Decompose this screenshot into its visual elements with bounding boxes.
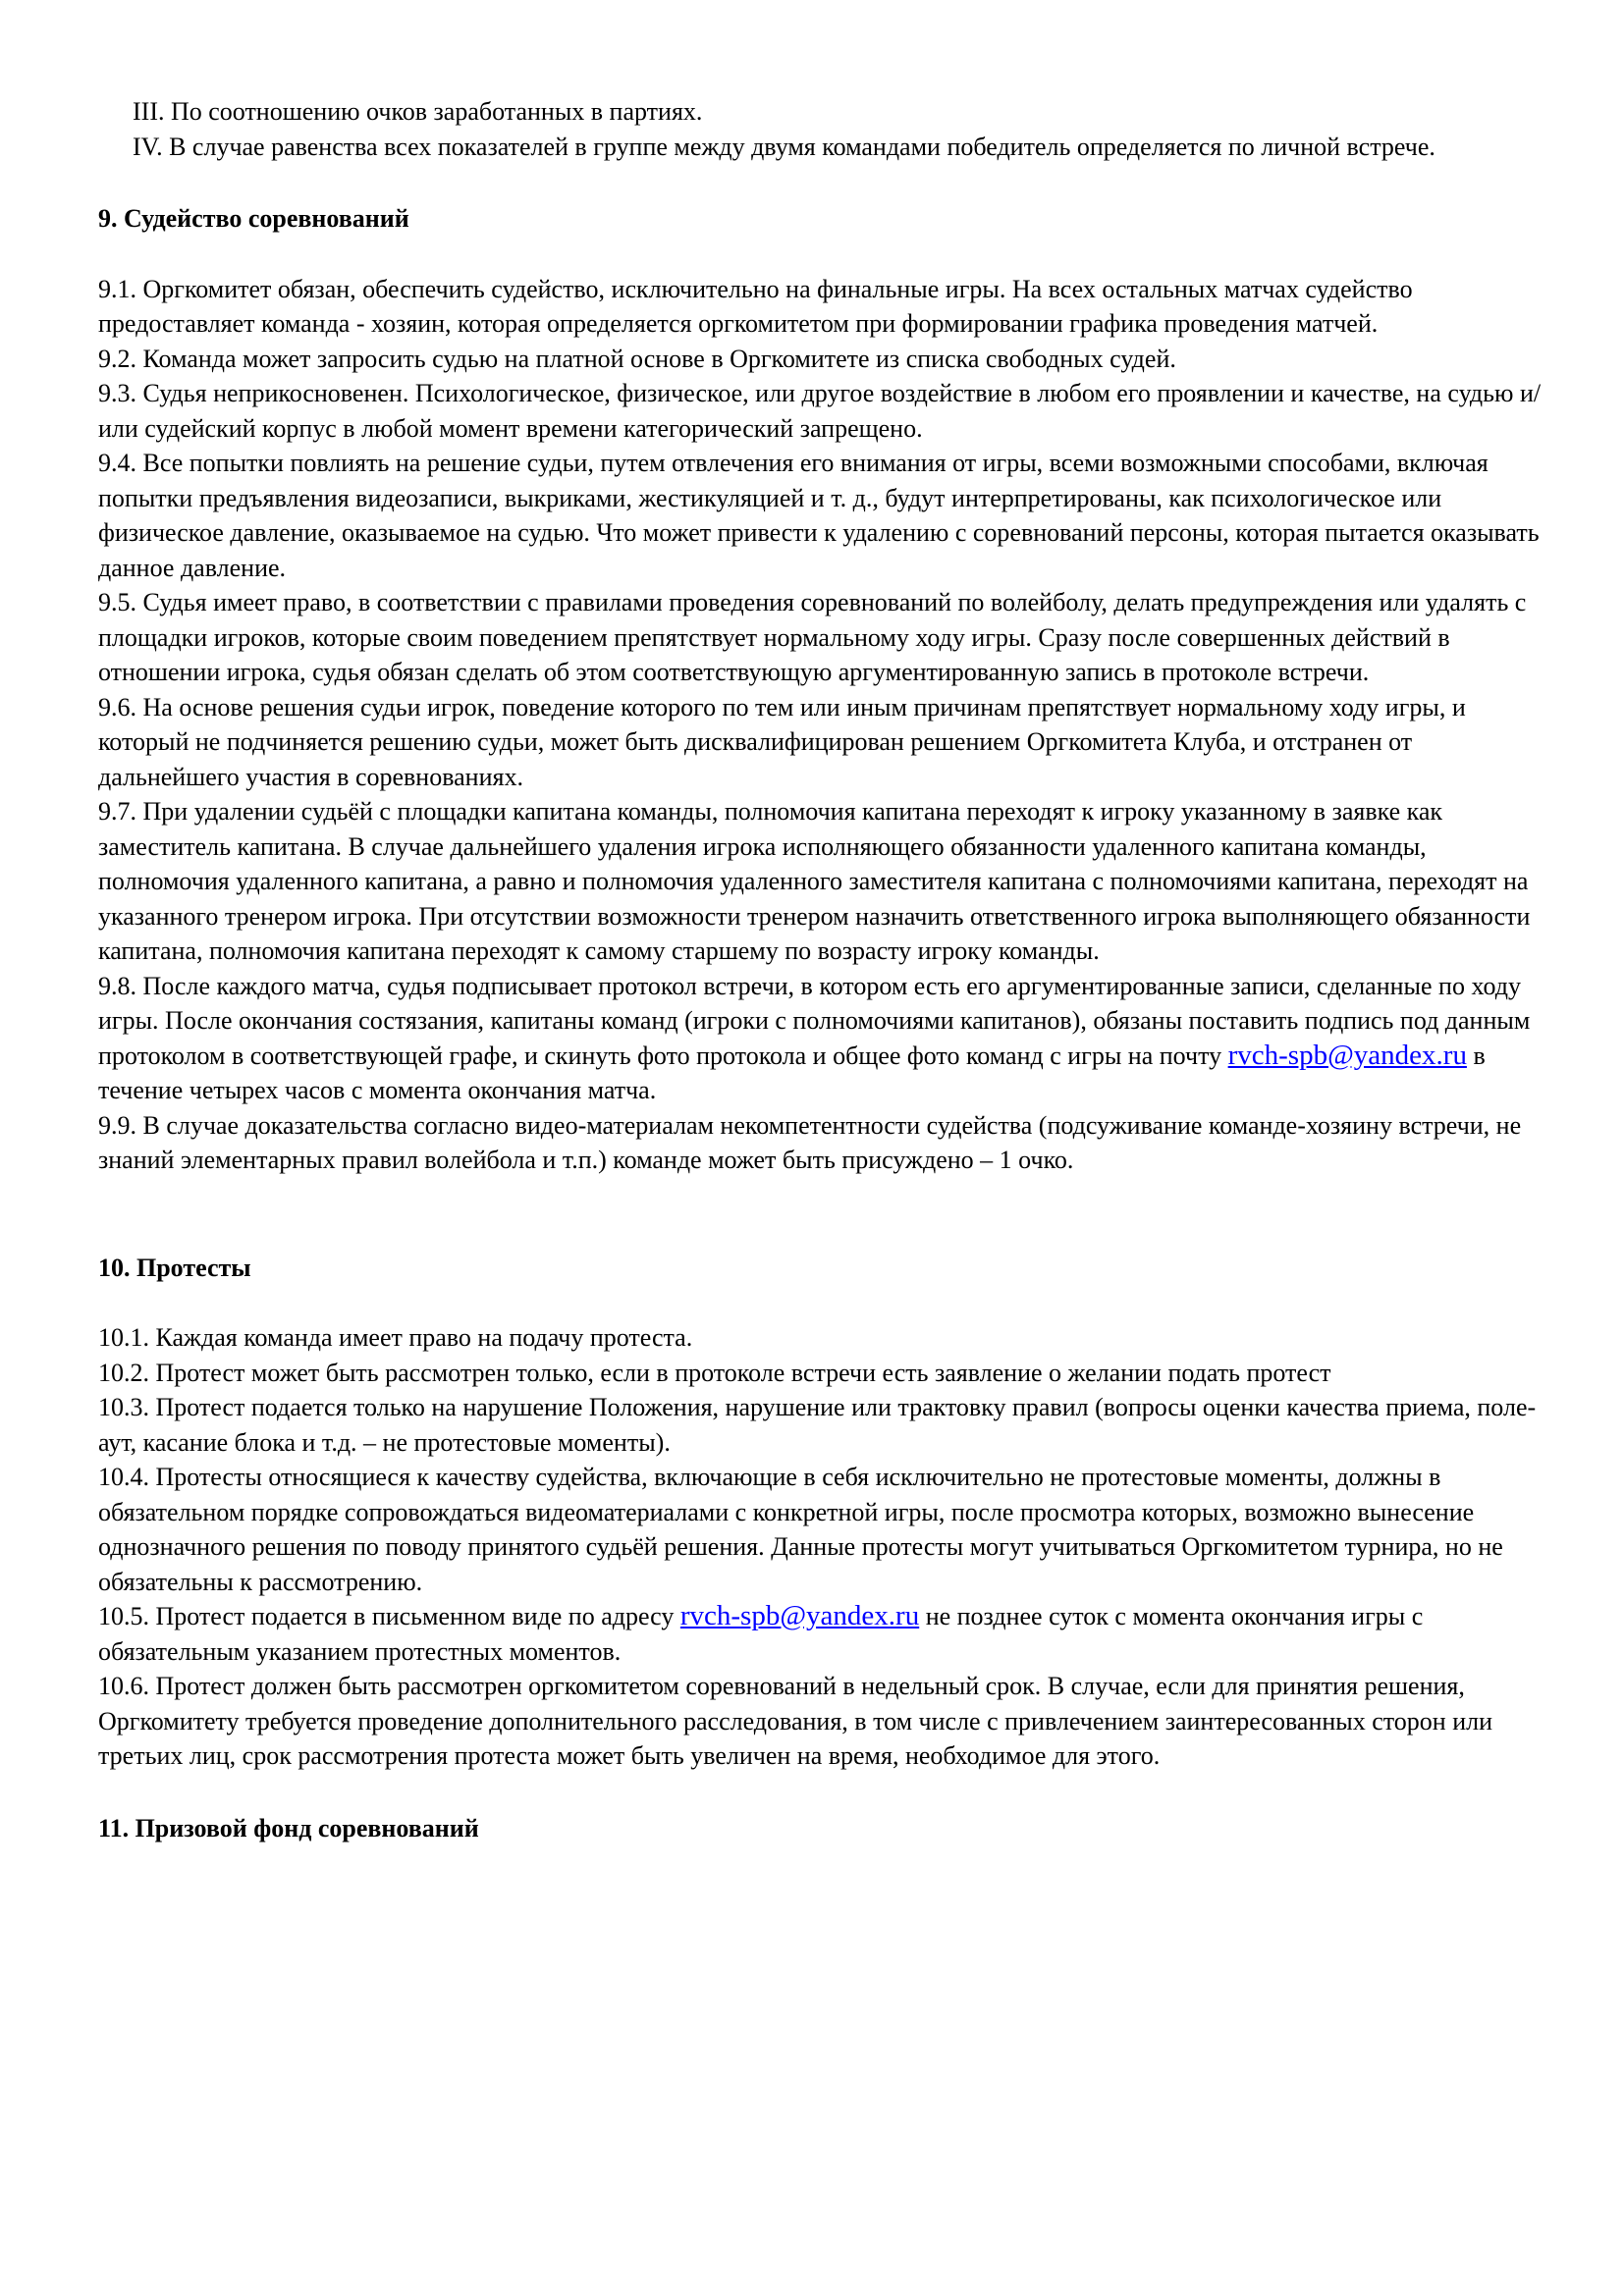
clause-9-5: 9.5. Судья имеет право, в соответствии с правилами проведения соревнований по волейболу, делать предупреждения или удалять с площадки игроков, которые своим поведением препятствует нормальному ходу игры. Сразу после совершенных действий в отношении игрока, судья обязан сделать об этом соответствующую аргументированную запись в протоколе встречи. xyxy=(98,588,1527,686)
ranking-rule-iv xyxy=(98,130,1546,165)
clause-10-5-text-before: 10.5. Протест подается в письменном виде по адресу xyxy=(98,1602,680,1630)
clause-10-4: 10.4. Протесты относящиеся к качеству судейства, включающие в себя исключительно не протестовые моменты, должны в обязательном порядке сопровождаться видеоматериалами с конкретной игры, после просмотра которых, возможно вынесение однозначного решения по поводу принятого судьёй решения. Данные протесты могут учитываться Оргкомитетом турнира, но не обязательны к рассмотрению. xyxy=(98,1463,1503,1596)
clause-10-3: 10.3. Протест подается только на нарушение Положения, нарушение или трактовку правил (вопросы оценки качества приема, поле-аут, касание блока и т.д. – не протестовые моменты). xyxy=(98,1393,1537,1457)
clause-10-1: 10.1. Каждая команда имеет право на подачу протеста. xyxy=(98,1323,693,1352)
clause-9-9: 9.9. В случае доказательства согласно видео-материалам некомпетентности судейства (подсуживание команде-хозяину встречи, не знаний элементарных правил волейбола и т.п.) команде может быть присуждено – 1 очко. xyxy=(98,1110,1522,1174)
clause-9-7: 9.7. При удалении судьёй с площадки капитана команды, полномочия капитана переходят к игроку указанному в заявке как заместитель капитана. В случае дальнейшего удаления игрока исполняющего обязанности удаленного капитана команды, полномочия удаленного капитана, а равно и полномочия удаленного заместителя капитана с полномочиями капитана, переходят на указанного тренером игрока. При отсутствии возможности тренером назначить ответственного игрока выполняющего обязанности капитана, полномочия капитана переходят к самому старшему по возрасту игроку команды. xyxy=(98,797,1531,965)
clause-9-4: 9.4. Все попытки повлиять на решение судьи, путем отвлечения его внимания от игры, всеми возможными способами, включая попытки предъявления видеозаписи, выкриками, жестикуляцией и т. д., будут интерпретированы, как психологическое или физическое давление, оказываемое на судью. Что может привести к удалению с соревнований персоны, которая пытается оказывать данное давление. xyxy=(98,449,1540,582)
clause-10-5 xyxy=(98,1599,1546,1669)
clause-10-5-text-after: не позднее суток с момента окончания игры с обязательным указанием протестных моментов. xyxy=(98,1602,1424,1666)
email-link[interactable]: rvch-spb@yandex.ru xyxy=(1227,1039,1467,1071)
document-page xyxy=(98,94,1546,1845)
clause-10-6: 10.6. Протест должен быть рассмотрен оргкомитетом соревнований в недельный срок. В случае, если для принятия решения, Оргкомитету требуется проведение дополнительного расследования, в том числе с привлечением заинтересованных сторон или третьих лиц, срок рассмотрения протеста может быть увеличен на время, необходимое для этого. xyxy=(98,1672,1493,1770)
clause-9-8-text-after: в течение четырех часов с момента окончания матча. xyxy=(98,1041,1486,1104)
ranking-rule-iv-text: IV. В случае равенства всех показателей в группе между двумя командами победитель определяется по личной встрече. xyxy=(133,132,1435,161)
clause-9-8-text-before: 9.8. После каждого матча, судья подписывает протокол встречи, в котором есть его аргументированные записи, сделанные по ходу игры. После окончания состязания, капитаны команд (игроки с полномочиями капитанов), обязаны поставить подпись под данным протоколом в соответствующей графе, и скинуть фото протокола и общее фото команд с игры на почту xyxy=(98,971,1531,1070)
clause-9-6: 9.6. На основе решения судьи игрок, поведение которого по тем или иным причинам препятствует нормальному ходу игры, и который не подчиняется решению судьи, может быть дисквалифицирован решением Оргкомитета Клуба, и отстранен от дальнейшего участия в соревнованиях. xyxy=(98,692,1466,791)
clause-9-3: 9.3. Судья неприкосновенен. Психологическое, физическое, или другое воздействие в любом его проявлении и качестве, на судью и/или судейский корпус в любой момент времени категорический запрещено. xyxy=(98,379,1542,443)
clause-9-2: 9.2. Команда может запросить судью на платной основе в Оргкомитете из списка свободных судей. xyxy=(98,344,1176,373)
clause-9-1: 9.1. Оргкомитет обязан, обеспечить судейство, исключительно на финальные игры. На всех остальных матчах судейство предоставляет команда - хозяин, которая определяется оргкомитетом при формировании графика проведения матчей. xyxy=(98,274,1413,338)
email-link[interactable]: rvch-spb@yandex.ru xyxy=(679,1600,920,1631)
ranking-rule-iii: III. По соотношению очков заработанных в партиях. xyxy=(133,97,703,126)
section-11-heading: 11. Призовой фонд соревнований xyxy=(98,1813,479,1842)
clause-9-8 xyxy=(98,969,1546,1108)
section-10-heading: 10. Протесты xyxy=(98,1253,251,1282)
clause-10-2: 10.2. Протест может быть рассмотрен только, если в протоколе встречи есть заявление о желании подать протест xyxy=(98,1358,1331,1387)
section-9-heading: 9. Судейство соревнований xyxy=(98,204,409,233)
